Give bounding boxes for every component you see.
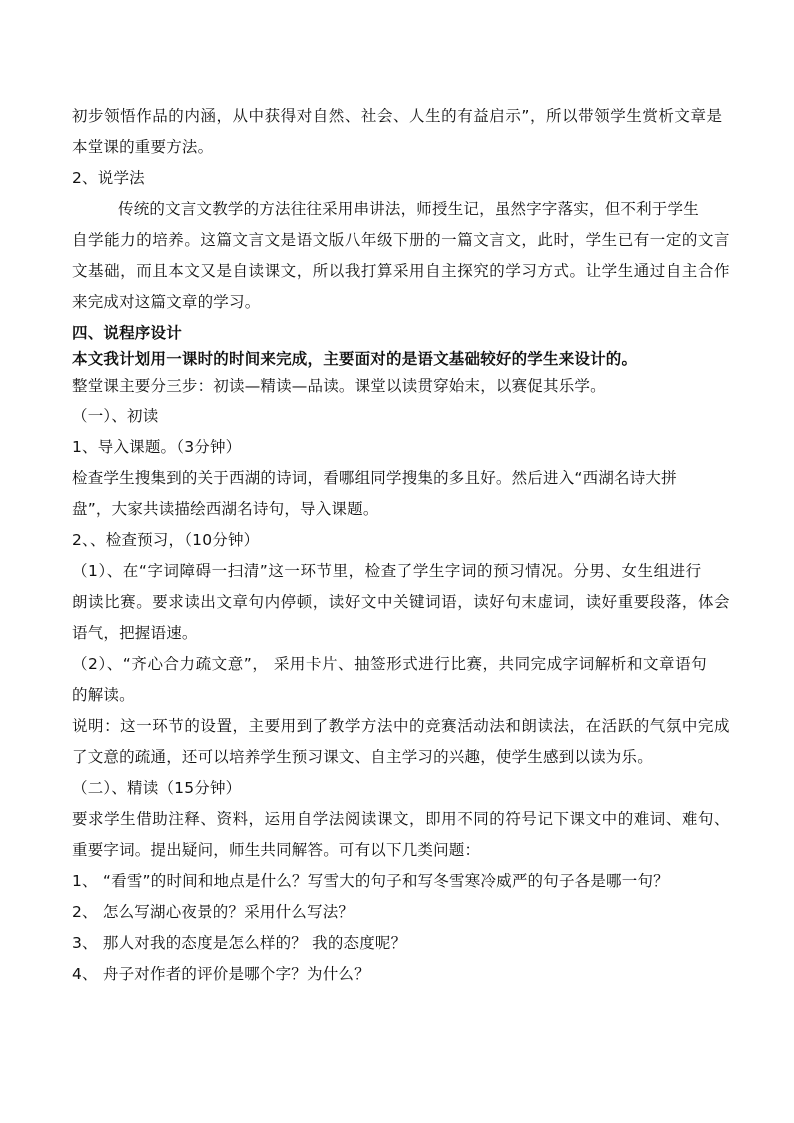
- question-item: 2、 怎么写湖心夜景的？采用什么写法？: [72, 903, 355, 921]
- list-item: 1、导入课题。（3分钟）: [72, 438, 242, 456]
- paragraph-line: 要求学生借助注释、资料，运用自学法阅读课文，即用不同的符号记下课文中的难词、难句、: [72, 810, 731, 828]
- paragraph-line: 朗读比赛。要求读出文章句内停顿，读好文中关键词语，读好句末虚词，读好重要段落，体会: [72, 593, 731, 611]
- list-item: 2、、检查预习，（10分钟）: [72, 531, 260, 549]
- paragraph-line: （2）、“齐心合力疏文意”， 采用卡片、抽签形式进行比赛，共同完成字词解析和文章语句: [72, 655, 708, 673]
- paragraph-line: （1）、在“字词障碍一扫清”这一环节里，检查了学生字词的预习情况。分男、女生组进行: [72, 562, 702, 580]
- section-heading: 2、说学法: [72, 169, 145, 187]
- paragraph-line: 传统的文言文教学的方法往往采用串讲法，师授生记，虽然字字落实，但不利于学生: [118, 200, 699, 218]
- paragraph-line: 说明：这一环节的设置，主要用到了教学方法中的竞赛活动法和朗读法，在活跃的气氛中完成: [72, 717, 731, 735]
- paragraph-line: 的解读。: [72, 686, 135, 704]
- bold-paragraph: 本文我计划用一课时的时间来完成，主要面对的是语文基础较好的学生来设计的。: [72, 350, 638, 368]
- paragraph-line: 整堂课主要分三步：初读—精读—品读。课堂以读贯穿始末，以赛促其乐学。: [72, 377, 606, 395]
- paragraph-line: 初步领悟作品的内涵，从中获得对自然、社会、人生的有益启示”，所以带领学生赏析文章是: [72, 107, 723, 125]
- section-heading: 四、说程序设计: [72, 324, 182, 342]
- paragraph-line: 检查学生搜集到的关于西湖的诗词，看哪组同学搜集的多且好。然后进入“西湖名诗大拼: [72, 469, 677, 487]
- subsection-heading: （二）、精读（15分钟）: [72, 779, 242, 797]
- paragraph-line: 了文意的疏通，还可以培养学生预习课文、自主学习的兴趣，使学生感到以读为乐。: [72, 748, 653, 766]
- subsection-heading: （一）、初读: [72, 407, 159, 425]
- paragraph-line: 语气，把握语速。: [72, 624, 198, 642]
- paragraph-line: 来完成对这篇文章的学习。: [72, 293, 261, 311]
- paragraph-line: 文基础，而且本文又是自读课文，所以我打算采用自主探究的学习方式。让学生通过自主合作: [72, 262, 731, 280]
- question-item: 4、 舟子对作者的评价是哪个字？为什么？: [72, 965, 370, 983]
- paragraph-line: 重要字词。提出疑问，师生共同解答。可有以下几类问题：: [72, 841, 481, 859]
- question-item: 1、 “看雪”的时间和地点是什么？写雪大的句子和写冬雪寒冷威严的句子各是哪一句？: [72, 872, 669, 890]
- question-item: 3、 那人对我的态度是怎么样的？ 我的态度呢？: [72, 934, 407, 952]
- paragraph-line: 盘”，大家共读描绘西湖名诗句，导入课题。: [72, 500, 379, 518]
- paragraph-line: 自学能力的培养。这篇文言文是语文版八年级下册的一篇文言文，此时，学生已有一定的文言: [72, 231, 731, 249]
- paragraph-line: 本堂课的重要方法。: [72, 138, 214, 156]
